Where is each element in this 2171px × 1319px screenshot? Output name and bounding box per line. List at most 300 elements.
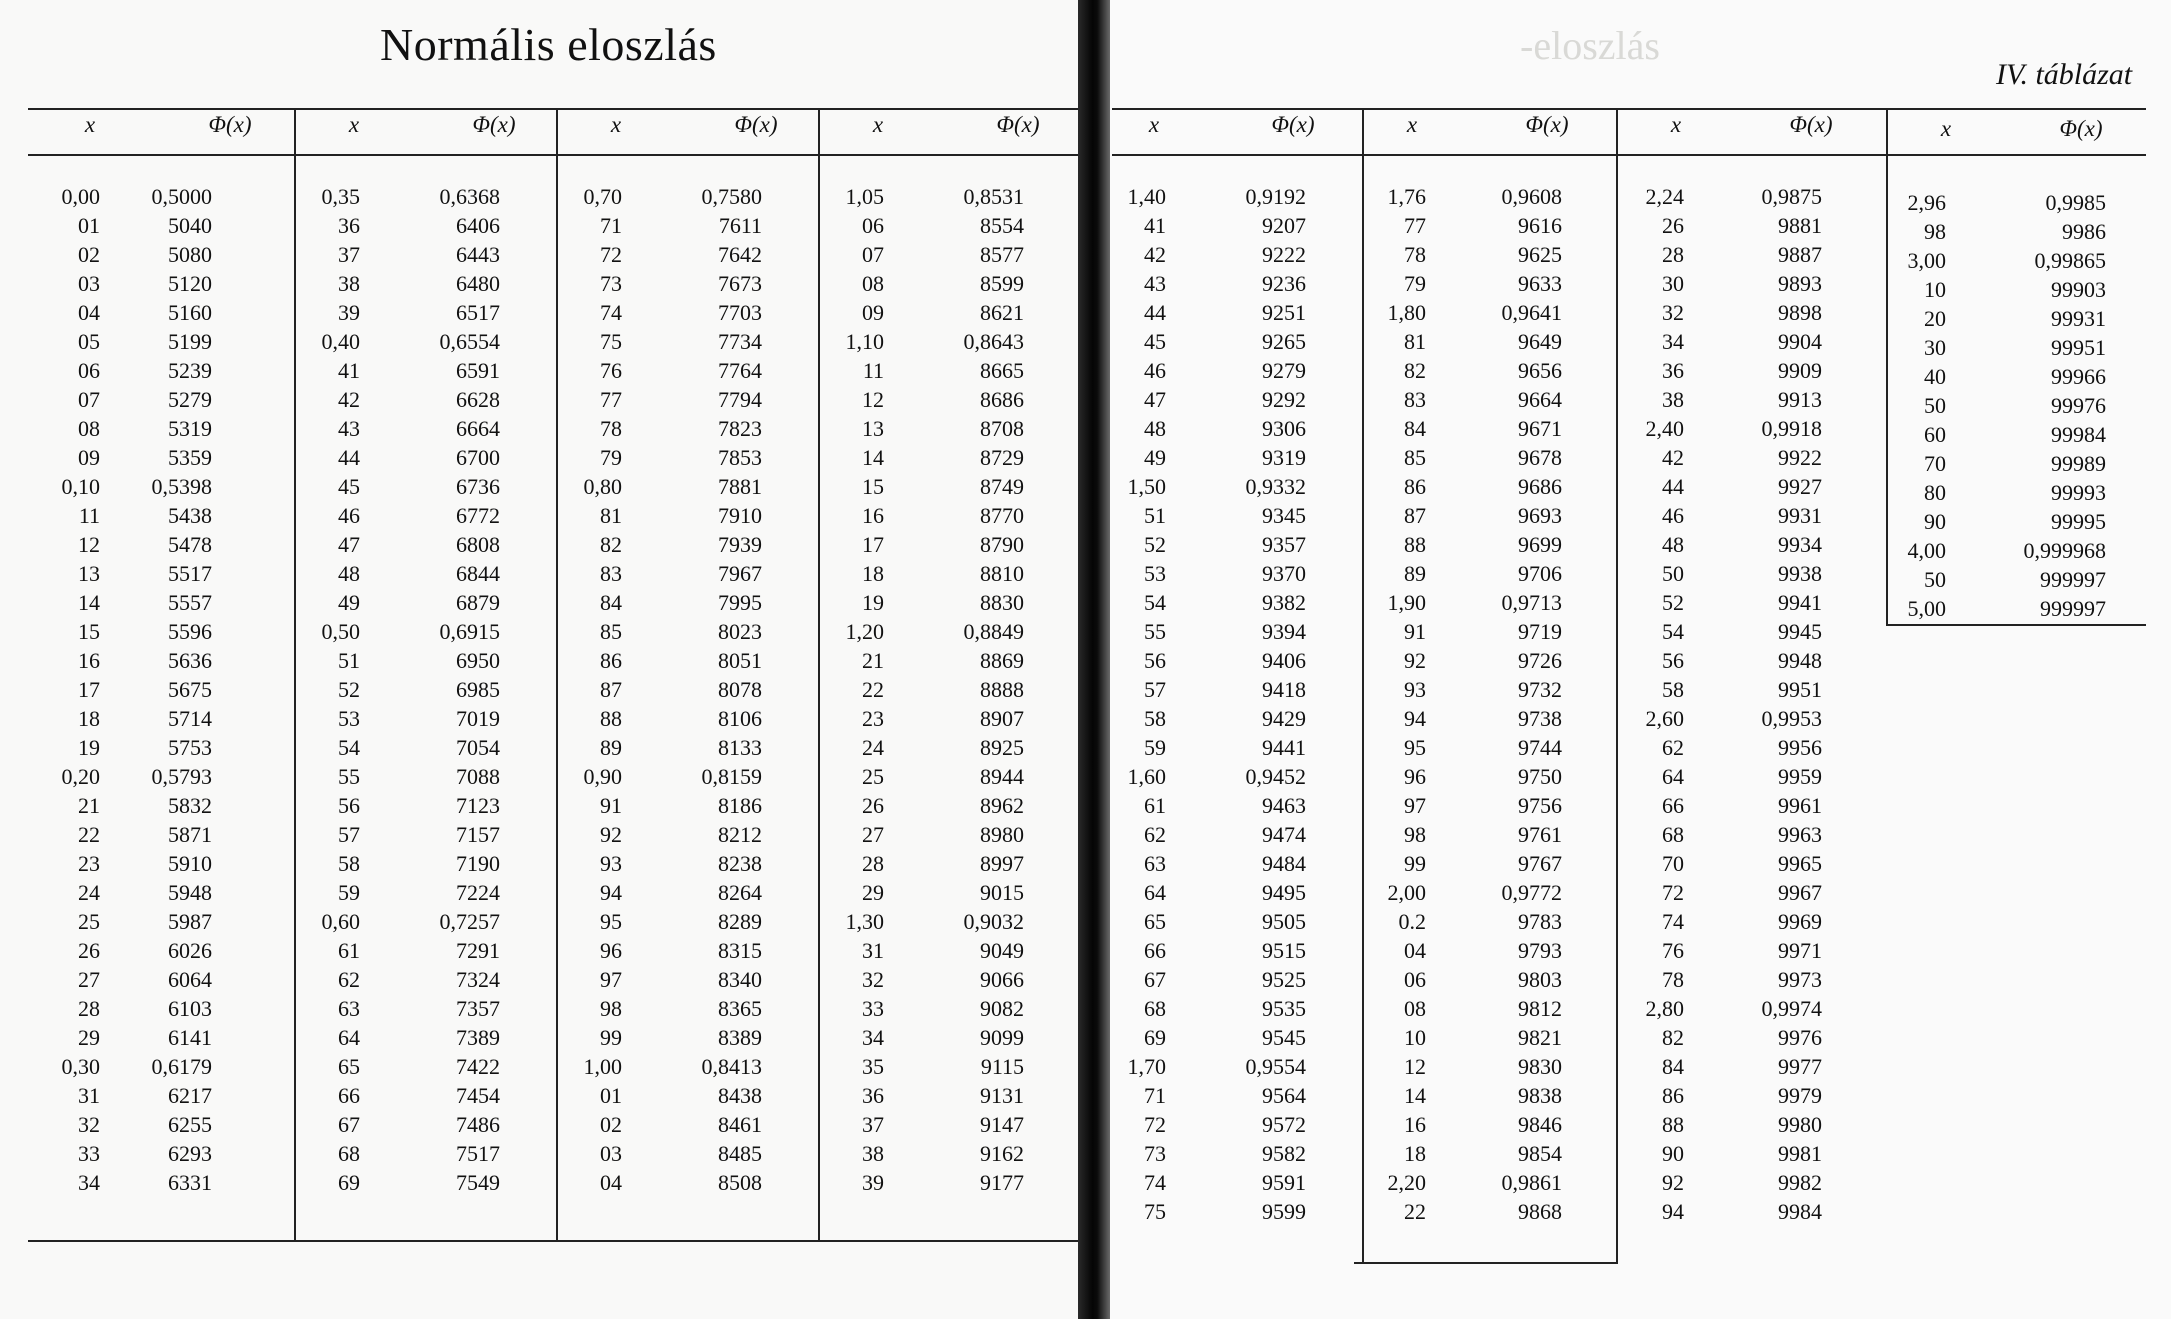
table-row xyxy=(828,936,1068,965)
table-row xyxy=(304,820,544,849)
table-row xyxy=(40,211,280,240)
phi-value: 0,9974 xyxy=(1761,996,1822,1021)
x-value: 74 xyxy=(600,300,622,325)
table-row xyxy=(566,936,806,965)
x-value: 06 xyxy=(862,213,884,238)
x-value: 42 xyxy=(338,387,360,412)
table-row xyxy=(304,907,544,936)
phi-value: 6141 xyxy=(168,1025,212,1050)
table-row xyxy=(1626,559,1876,588)
table-row xyxy=(304,1168,544,1197)
table-row xyxy=(566,994,806,1023)
phi-value: 5120 xyxy=(168,271,212,296)
phi-value: 8962 xyxy=(980,793,1024,818)
table-row xyxy=(1372,559,1608,588)
x-value: 94 xyxy=(1662,1199,1684,1224)
x-value: 68 xyxy=(1662,822,1684,847)
table-row xyxy=(1372,443,1608,472)
x-value: 44 xyxy=(1662,474,1684,499)
x-value: 2,40 xyxy=(1645,416,1684,441)
x-value: 70 xyxy=(1662,851,1684,876)
table-row xyxy=(1626,820,1876,849)
col-divider-5 xyxy=(1616,108,1618,1262)
table-row xyxy=(828,704,1068,733)
x-value: 33 xyxy=(78,1141,100,1166)
table-row xyxy=(1372,1168,1608,1197)
x-value: 34 xyxy=(862,1025,884,1050)
table-row xyxy=(828,1168,1068,1197)
phi-value: 0,9918 xyxy=(1761,416,1822,441)
phi-value: 5636 xyxy=(168,648,212,673)
x-value: 43 xyxy=(1144,271,1166,296)
x-value: 32 xyxy=(1662,300,1684,325)
x-value: 77 xyxy=(600,387,622,412)
phi-value: 7967 xyxy=(718,561,762,586)
x-value: 21 xyxy=(862,648,884,673)
x-value: 14 xyxy=(78,590,100,615)
phi-value: 8686 xyxy=(980,387,1024,412)
x-value: 80 xyxy=(1924,480,1946,505)
table-row xyxy=(1372,994,1608,1023)
phi-value: 6950 xyxy=(456,648,500,673)
table-row xyxy=(566,182,806,211)
x-value: 22 xyxy=(862,677,884,702)
table-row xyxy=(304,182,544,211)
table-row xyxy=(828,849,1068,878)
x-value: 71 xyxy=(600,213,622,238)
x-value: 47 xyxy=(338,532,360,557)
phi-value: 9429 xyxy=(1262,706,1306,731)
table-row xyxy=(1118,704,1354,733)
phi-value: 9931 xyxy=(1778,503,1822,528)
phi-value: 8749 xyxy=(980,474,1024,499)
phi-value: 8485 xyxy=(718,1141,762,1166)
phi-value: 7642 xyxy=(718,242,762,267)
table-row xyxy=(1896,449,2146,478)
x-value: 40 xyxy=(1924,364,1946,389)
table-row xyxy=(828,733,1068,762)
header-phi: Φ(x) xyxy=(1789,112,1833,137)
x-value: 51 xyxy=(1144,503,1166,528)
x-value: 61 xyxy=(1144,793,1166,818)
table-row xyxy=(304,965,544,994)
phi-value: 8830 xyxy=(980,590,1024,615)
x-value: 64 xyxy=(1144,880,1166,905)
x-value: 5,00 xyxy=(1907,596,1946,621)
phi-value: 99951 xyxy=(2051,335,2106,360)
table-row xyxy=(304,646,544,675)
table-row xyxy=(304,385,544,414)
table-row xyxy=(304,936,544,965)
phi-value: 9881 xyxy=(1778,213,1822,238)
phi-value: 9744 xyxy=(1518,735,1562,760)
table-number: IV. táblázat xyxy=(1996,58,2133,91)
table-row xyxy=(1118,1139,1354,1168)
phi-value: 7881 xyxy=(718,474,762,499)
table-row xyxy=(1626,1052,1876,1081)
phi-value: 8888 xyxy=(980,677,1024,702)
x-value: 19 xyxy=(78,735,100,760)
x-value: 0,50 xyxy=(321,619,360,644)
phi-value: 9131 xyxy=(980,1083,1024,1108)
phi-value: 6443 xyxy=(456,242,500,267)
phi-value: 7454 xyxy=(456,1083,500,1108)
table-row xyxy=(1626,1139,1876,1168)
x-value: 62 xyxy=(338,967,360,992)
table-row xyxy=(1118,762,1354,791)
header-x: x xyxy=(610,112,622,137)
table-row xyxy=(1626,240,1876,269)
phi-value: 9767 xyxy=(1518,851,1562,876)
x-value: 89 xyxy=(1404,561,1426,586)
table-row xyxy=(1626,878,1876,907)
table-row xyxy=(304,443,544,472)
table-row xyxy=(1626,298,1876,327)
x-value: 94 xyxy=(1404,706,1426,731)
header-phi: Φ(x) xyxy=(734,112,778,137)
table-row xyxy=(1626,907,1876,936)
phi-value: 0,7257 xyxy=(439,909,500,934)
phi-value: 9945 xyxy=(1778,619,1822,644)
table-row xyxy=(1372,878,1608,907)
x-value: 99 xyxy=(600,1025,622,1050)
x-value: 69 xyxy=(338,1170,360,1195)
table-row xyxy=(1372,211,1608,240)
x-value: 38 xyxy=(1662,387,1684,412)
phi-value: 6517 xyxy=(456,300,500,325)
table-row xyxy=(1118,530,1354,559)
table-row xyxy=(40,820,280,849)
x-value: 88 xyxy=(1404,532,1426,557)
phi-value: 9678 xyxy=(1518,445,1562,470)
phi-value: 6700 xyxy=(456,445,500,470)
x-value: 72 xyxy=(1662,880,1684,905)
x-value: 1,76 xyxy=(1387,184,1426,209)
table-row xyxy=(566,501,806,530)
table-row xyxy=(1372,791,1608,820)
x-value: 59 xyxy=(1144,735,1166,760)
table-row xyxy=(1118,1052,1354,1081)
x-value: 76 xyxy=(600,358,622,383)
table-row xyxy=(1626,849,1876,878)
x-value: 28 xyxy=(78,996,100,1021)
phi-value: 8212 xyxy=(718,822,762,847)
x-value: 82 xyxy=(600,532,622,557)
table-row xyxy=(828,588,1068,617)
header-x: x xyxy=(348,112,360,137)
table-row xyxy=(304,472,544,501)
x-value: 78 xyxy=(1662,967,1684,992)
phi-value: 9973 xyxy=(1778,967,1822,992)
x-value: 18 xyxy=(862,561,884,586)
phi-value: 9671 xyxy=(1518,416,1562,441)
x-value: 79 xyxy=(600,445,622,470)
table-row xyxy=(828,356,1068,385)
phi-value: 0,8413 xyxy=(701,1054,762,1079)
phi-value: 0,6915 xyxy=(439,619,500,644)
x-value: 91 xyxy=(1404,619,1426,644)
x-value: 2,96 xyxy=(1907,190,1946,215)
table-row xyxy=(1626,1197,1876,1226)
phi-value: 9965 xyxy=(1778,851,1822,876)
table-row xyxy=(828,1052,1068,1081)
table-row xyxy=(566,1168,806,1197)
table-row xyxy=(40,269,280,298)
table-row xyxy=(304,240,544,269)
x-value: 60 xyxy=(1924,422,1946,447)
x-value: 3,00 xyxy=(1907,248,1946,273)
x-value: 84 xyxy=(1404,416,1426,441)
phi-value: 7389 xyxy=(456,1025,500,1050)
x-value: 92 xyxy=(1662,1170,1684,1195)
x-value: 97 xyxy=(1404,793,1426,818)
x-value: 25 xyxy=(862,764,884,789)
table-row xyxy=(1118,733,1354,762)
x-value: 53 xyxy=(338,706,360,731)
x-value: 81 xyxy=(600,503,622,528)
table-row xyxy=(828,298,1068,327)
table-row xyxy=(1118,675,1354,704)
table-row xyxy=(828,472,1068,501)
x-value: 73 xyxy=(1144,1141,1166,1166)
x-value: 95 xyxy=(1404,735,1426,760)
table-row xyxy=(304,559,544,588)
table-row xyxy=(828,414,1068,443)
x-value: 47 xyxy=(1144,387,1166,412)
table-row xyxy=(566,849,806,878)
x-value: 86 xyxy=(600,648,622,673)
table-row xyxy=(566,211,806,240)
x-value: 71 xyxy=(1144,1083,1166,1108)
table-row xyxy=(1626,211,1876,240)
phi-value: 9357 xyxy=(1262,532,1306,557)
table-row xyxy=(1372,1081,1608,1110)
header-x: x xyxy=(872,112,884,137)
phi-value: 999997 xyxy=(2040,596,2106,621)
phi-value: 0,9713 xyxy=(1501,590,1562,615)
header-phi: Φ(x) xyxy=(1525,112,1569,137)
phi-value: 6628 xyxy=(456,387,500,412)
x-value: 65 xyxy=(1144,909,1166,934)
x-value: 07 xyxy=(78,387,100,412)
x-value: 44 xyxy=(338,445,360,470)
x-value: 08 xyxy=(1404,996,1426,1021)
x-value: 38 xyxy=(862,1141,884,1166)
x-value: 12 xyxy=(862,387,884,412)
x-value: 30 xyxy=(1662,271,1684,296)
table-row xyxy=(1118,356,1354,385)
x-value: 01 xyxy=(78,213,100,238)
x-value: 64 xyxy=(338,1025,360,1050)
table-row xyxy=(1896,478,2146,507)
table-row xyxy=(1896,188,2146,217)
phi-value: 9236 xyxy=(1262,271,1306,296)
phi-value: 8770 xyxy=(980,503,1024,528)
x-value: 0,80 xyxy=(583,474,622,499)
x-value: 50 xyxy=(1924,567,1946,592)
table-row xyxy=(1118,1081,1354,1110)
table-row xyxy=(1896,304,2146,333)
table-row xyxy=(40,762,280,791)
table-row xyxy=(1118,1197,1354,1226)
phi-value: 9686 xyxy=(1518,474,1562,499)
phi-value: 9893 xyxy=(1778,271,1822,296)
x-value: 26 xyxy=(78,938,100,963)
phi-value: 9868 xyxy=(1518,1199,1562,1224)
x-value: 49 xyxy=(338,590,360,615)
table-row xyxy=(1372,1139,1608,1168)
phi-value: 6255 xyxy=(168,1112,212,1137)
table-row xyxy=(40,1139,280,1168)
phi-value: 9909 xyxy=(1778,358,1822,383)
x-value: 02 xyxy=(78,242,100,267)
table-row xyxy=(1896,333,2146,362)
table-row xyxy=(1118,994,1354,1023)
phi-value: 0,9452 xyxy=(1245,764,1306,789)
table-row xyxy=(304,327,544,356)
phi-value: 9756 xyxy=(1518,793,1562,818)
table-row xyxy=(1626,762,1876,791)
phi-value: 9625 xyxy=(1518,242,1562,267)
x-value: 74 xyxy=(1144,1170,1166,1195)
x-value: 18 xyxy=(78,706,100,731)
phi-value: 9854 xyxy=(1518,1141,1562,1166)
x-value: 1,10 xyxy=(845,329,884,354)
phi-value: 9967 xyxy=(1778,880,1822,905)
phi-value: 9382 xyxy=(1262,590,1306,615)
table-row xyxy=(828,1139,1068,1168)
phi-value: 0,9861 xyxy=(1501,1170,1562,1195)
phi-value: 6480 xyxy=(456,271,500,296)
table-row xyxy=(1372,849,1608,878)
x-value: 0,00 xyxy=(61,184,100,209)
x-value: 57 xyxy=(1144,677,1166,702)
table-row xyxy=(1626,675,1876,704)
phi-value: 9015 xyxy=(980,880,1024,905)
phi-value: 9649 xyxy=(1518,329,1562,354)
table-row xyxy=(40,878,280,907)
x-value: 2,20 xyxy=(1387,1170,1426,1195)
x-value: 41 xyxy=(1144,213,1166,238)
phi-value: 9783 xyxy=(1518,909,1562,934)
table-row xyxy=(566,1081,806,1110)
x-value: 90 xyxy=(1924,509,1946,534)
table-row xyxy=(1118,936,1354,965)
phi-value: 9319 xyxy=(1262,445,1306,470)
phi-value: 9162 xyxy=(980,1141,1024,1166)
table-row xyxy=(1896,362,2146,391)
x-value: 46 xyxy=(1662,503,1684,528)
phi-value: 8925 xyxy=(980,735,1024,760)
phi-value: 6844 xyxy=(456,561,500,586)
x-value: 96 xyxy=(600,938,622,963)
table-row xyxy=(40,443,280,472)
table-row xyxy=(304,1023,544,1052)
phi-value: 7764 xyxy=(718,358,762,383)
table-row xyxy=(566,1139,806,1168)
phi-value: 7794 xyxy=(718,387,762,412)
table-row xyxy=(40,530,280,559)
x-value: 23 xyxy=(862,706,884,731)
x-value: 1,60 xyxy=(1127,764,1166,789)
phi-value: 0,5793 xyxy=(151,764,212,789)
right-bottom-rule xyxy=(1354,1262,1618,1264)
x-value: 22 xyxy=(78,822,100,847)
x-value: 39 xyxy=(862,1170,884,1195)
table-row xyxy=(1372,240,1608,269)
x-value: 22 xyxy=(1404,1199,1426,1224)
x-value: 68 xyxy=(338,1141,360,1166)
phi-value: 9726 xyxy=(1518,648,1562,673)
x-value: 30 xyxy=(1924,335,1946,360)
x-value: 88 xyxy=(1662,1112,1684,1137)
table-row xyxy=(304,704,544,733)
phi-value: 8365 xyxy=(718,996,762,1021)
phi-value: 8554 xyxy=(980,213,1024,238)
x-value: 61 xyxy=(338,938,360,963)
x-value: 29 xyxy=(862,880,884,905)
phi-value: 7517 xyxy=(456,1141,500,1166)
x-value: 25 xyxy=(78,909,100,934)
phi-value: 5040 xyxy=(168,213,212,238)
phi-value: 8389 xyxy=(718,1025,762,1050)
x-value: 85 xyxy=(600,619,622,644)
table-row xyxy=(1118,327,1354,356)
table-row xyxy=(1626,646,1876,675)
x-value: 66 xyxy=(338,1083,360,1108)
table-row xyxy=(1626,994,1876,1023)
table-row xyxy=(1896,246,2146,275)
table-row xyxy=(1118,182,1354,211)
x-value: 33 xyxy=(862,996,884,1021)
phi-value: 7853 xyxy=(718,445,762,470)
table-row xyxy=(566,675,806,704)
phi-value: 9976 xyxy=(1778,1025,1822,1050)
table-row xyxy=(304,501,544,530)
table-row xyxy=(566,1052,806,1081)
phi-value: 5239 xyxy=(168,358,212,383)
phi-value: 9177 xyxy=(980,1170,1024,1195)
table-row xyxy=(828,1110,1068,1139)
x-value: 38 xyxy=(338,271,360,296)
x-value: 79 xyxy=(1404,271,1426,296)
phi-value: 8106 xyxy=(718,706,762,731)
table-row xyxy=(1372,936,1608,965)
right-top-rule xyxy=(1112,108,2146,110)
x-value: 18 xyxy=(1404,1141,1426,1166)
table-row xyxy=(1118,617,1354,646)
x-value: 31 xyxy=(78,1083,100,1108)
table-row xyxy=(304,994,544,1023)
phi-value: 9370 xyxy=(1262,561,1306,586)
table-row xyxy=(1626,530,1876,559)
table-row xyxy=(1626,704,1876,733)
x-value: 87 xyxy=(1404,503,1426,528)
x-value: 07 xyxy=(862,242,884,267)
phi-value: 7734 xyxy=(718,329,762,354)
phi-value: 8264 xyxy=(718,880,762,905)
table-row xyxy=(1372,646,1608,675)
table-row xyxy=(1896,565,2146,594)
phi-value: 6808 xyxy=(456,532,500,557)
x-value: 48 xyxy=(1662,532,1684,557)
x-value: 84 xyxy=(1662,1054,1684,1079)
x-value: 48 xyxy=(338,561,360,586)
phi-value: 9406 xyxy=(1262,648,1306,673)
phi-value: 9961 xyxy=(1778,793,1822,818)
phi-value: 9699 xyxy=(1518,532,1562,557)
phi-value: 6293 xyxy=(168,1141,212,1166)
